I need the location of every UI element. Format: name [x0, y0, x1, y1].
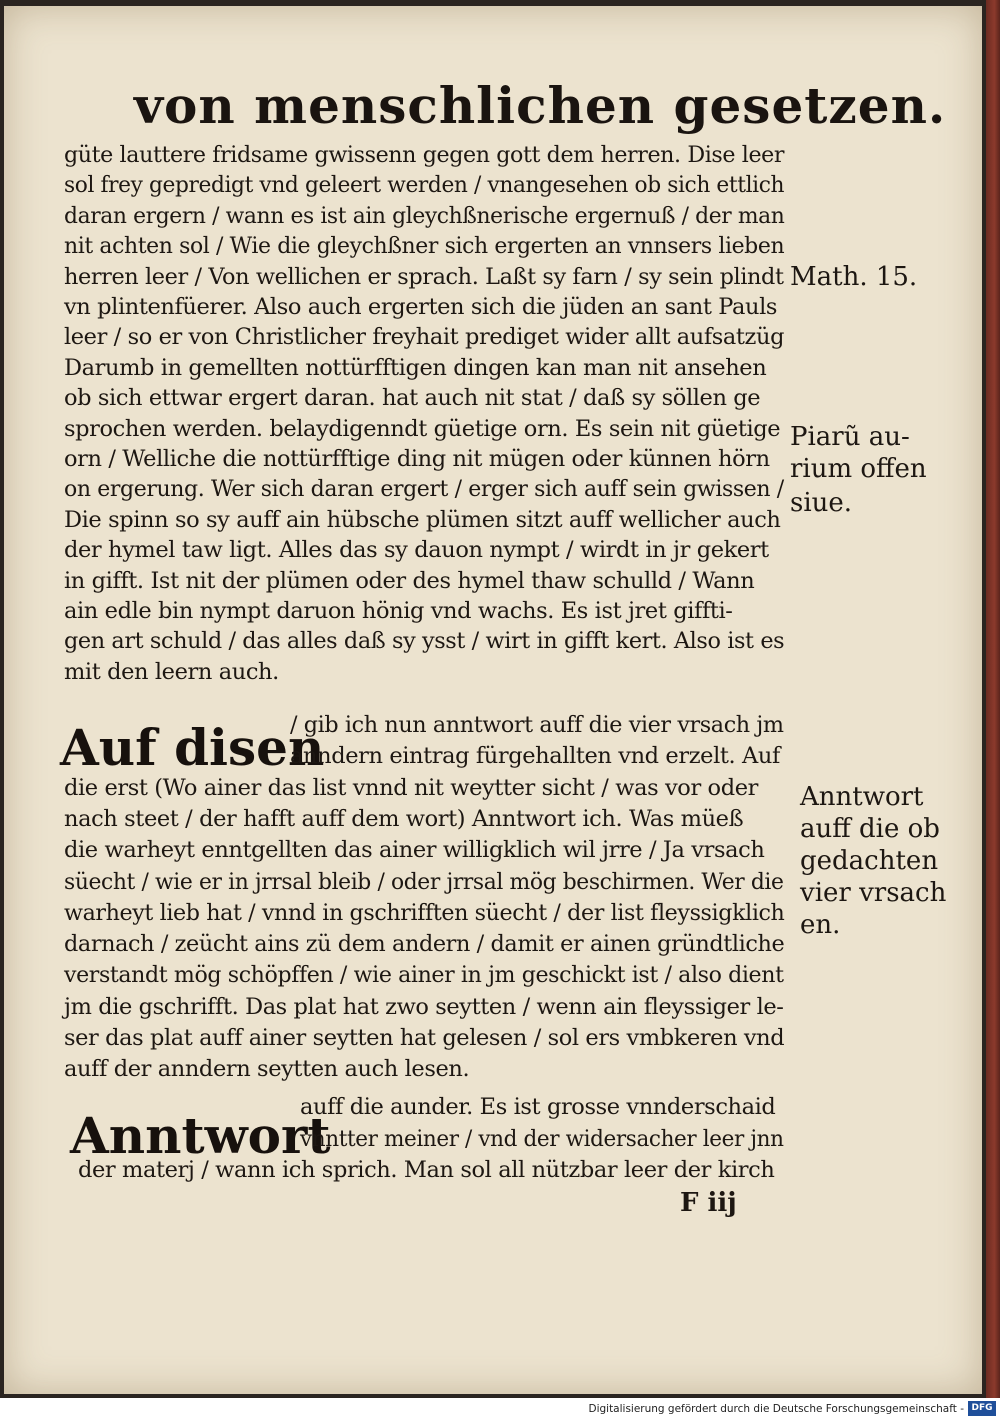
- text-line: in gifft. Ist nit der plümen oder des hymel thaw schulld / Wann: [64, 567, 755, 594]
- text-line: gen art schuld / das alles daß sy ysst / wirt in gifft kert. Also ist es: [64, 628, 785, 655]
- text-line: anndern eintrag fürgehallten vnd erzelt. Auf: [290, 743, 780, 770]
- initial-auf-disen: Auf disen: [60, 718, 325, 777]
- margin-note-anntwort-4: vier vrsach: [800, 878, 947, 908]
- text-line: herren leer / Von wellichen er sprach. Laßt sy farn / sy sein plindt: [64, 263, 784, 290]
- page-title: von menschlichen gesetzen.: [134, 76, 947, 135]
- text-line: Darumb in gemellten nottürfftigen dingen kan man nit ansehen: [64, 354, 767, 381]
- text-line: warheyt lieb hat / vnnd in gschrifften süecht / der list fleyssigklich: [64, 899, 785, 926]
- margin-note-piaru-2: rium offen: [790, 454, 927, 484]
- margin-note-anntwort-1: Anntwort: [800, 782, 924, 812]
- text-line: nit achten sol / Wie die gleychßner sich ergerten an vnnsers lieben: [64, 233, 785, 260]
- text-line: leer / so er von Christlicher freyhait prediget wider allt aufsatzüg: [64, 324, 785, 351]
- text-line: ob sich ettwar ergert daran. hat auch nit stat / daß sy söllen ge: [64, 385, 761, 412]
- text-line: daran ergern / wann es ist ain gleychßnerische ergernuß / der man: [64, 202, 785, 229]
- text-line: mit den leern auch.: [64, 658, 279, 685]
- text-line: der materj / wann ich sprich. Man sol all nützbar leer der kirch: [78, 1157, 775, 1183]
- margin-note-piaru-3: siue.: [790, 488, 853, 518]
- text-line: ain edle bin nympt daruon hönig vnd wachs. Es ist jret giffti-: [64, 598, 733, 624]
- text-line: Die spinn so sy auff ain hübsche plümen sitzt auff wellicher auch: [64, 506, 781, 533]
- initial-anntwort: Anntwort: [70, 1106, 331, 1165]
- text-line: verstandt mög schöpffen / wie ainer in jm geschickt ist / also dient: [64, 962, 784, 989]
- text-line: die warheyt enntgellten das ainer willigklich wil jrre / Ja vrsach: [64, 837, 765, 864]
- text-line: vn plintenfüerer. Also auch ergerten sich die jüden an sant Pauls: [64, 294, 778, 320]
- margin-note-piaru-1: Piarũ au-: [790, 422, 910, 452]
- text-line: darnach / zeücht ains zü dem andern / damit er ainen gründtliche: [64, 931, 785, 958]
- text-line: ser das plat auff ainer seytten hat gelesen / sol ers vmbkeren vnd: [64, 1025, 785, 1051]
- text-line: orn / Welliche die nottürfftige ding nit mügen oder künnen hörn: [64, 446, 770, 472]
- text-line: sol frey gepredigt vnd geleert werden / vnangesehen ob sich ettlich: [64, 172, 785, 199]
- text-line: nach steet / der hafft auff dem wort) Anntwort ich. Was müeß: [64, 805, 744, 832]
- text-line: jm die gschrifft. Das plat hat zwo seytten / wenn ain fleyssiger le-: [64, 993, 784, 1020]
- signature-mark: F iij: [680, 1188, 737, 1218]
- funding-note: Digitalisierung gefördert durch die Deutsche Forschungsgemeinschaft -: [588, 1403, 964, 1415]
- text-line: on ergerung. Wer sich daran ergert / erger sich auff sein gwissen /: [64, 476, 784, 503]
- text-line: sprochen werden. belaydigenndt güetige orn. Es sein nit güetige: [64, 415, 781, 442]
- text-line: vnntter meiner / vnd der widersacher leer jnn: [300, 1125, 784, 1152]
- book-page: [4, 6, 982, 1394]
- footer-bar: [0, 1398, 1000, 1422]
- dfg-logo: DFG: [968, 1401, 996, 1416]
- margin-note-anntwort-2: auff die ob: [800, 814, 940, 844]
- text-line: güte lauttere fridsame gwissenn gegen gott dem herren. Dise leer: [64, 142, 785, 168]
- text-line: die erst (Wo ainer das list vnnd nit weytter sicht / was vor oder: [64, 774, 758, 801]
- text-line: / gib ich nun anntwort auff die vier vrsach jm: [290, 712, 784, 738]
- margin-note-anntwort-5: en.: [800, 910, 841, 940]
- text-line: auff der anndern seytten auch lesen.: [64, 1056, 470, 1083]
- text-line: der hymel taw ligt. Alles das sy dauon nympt / wirdt in jr gekert: [64, 537, 769, 564]
- text-line: auff die aunder. Es ist grosse vnnderschaid: [300, 1094, 776, 1120]
- page-edge: [986, 0, 1000, 1398]
- margin-note-anntwort-3: gedachten: [800, 846, 939, 876]
- margin-note-math: Math. 15.: [790, 262, 918, 292]
- text-line: süecht / wie er in jrrsal bleib / oder jrrsal mög beschirmen. Wer die: [64, 868, 784, 895]
